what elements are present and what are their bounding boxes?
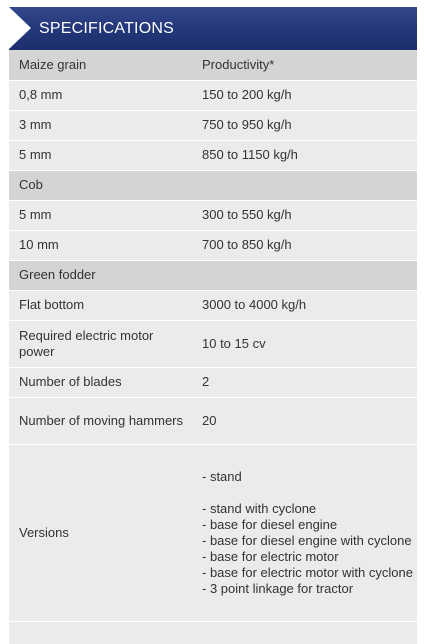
section-value-header: Productivity* [192, 50, 417, 80]
table-section-header [9, 260, 417, 290]
row-label: Flat bottom [9, 290, 192, 320]
section-label: Maize grain [9, 50, 192, 80]
row-label: 3 mm [9, 110, 192, 140]
table-section-header [9, 170, 417, 200]
version-item: - 3 point linkage for tractor [202, 580, 354, 596]
row-label: 0,8 mm [9, 80, 192, 110]
row-value: 20 [192, 397, 417, 444]
version-item: - base for diesel engine [202, 516, 338, 532]
row-value: 300 to 550 kg/h [192, 200, 417, 230]
table-row-versions [9, 444, 417, 621]
section-value-empty [192, 260, 417, 290]
version-item: - stand [202, 468, 242, 484]
row-label: 10 mm [9, 230, 192, 260]
row-value: 10 to 15 cv [192, 320, 417, 367]
header-title: SPECIFICATIONS [39, 19, 174, 37]
table-row [9, 140, 417, 170]
specifications-panel [9, 7, 417, 644]
version-item: - stand with cyclone [202, 500, 317, 516]
table-row [9, 367, 417, 397]
table-row [9, 200, 417, 230]
row-label: Required electric motor power [9, 320, 192, 367]
row-label: Number of blades [9, 367, 192, 397]
section-label: Cob [9, 170, 192, 200]
row-value: 700 to 850 kg/h [192, 230, 417, 260]
table-row [9, 230, 417, 260]
specifications-table [9, 50, 417, 622]
section-label: Green fodder [9, 260, 192, 290]
version-item: - base for diesel engine with cyclone [202, 532, 412, 548]
table-section-header [9, 50, 417, 80]
row-label: Versions [9, 444, 192, 621]
version-spacer [202, 485, 417, 501]
versions-list [192, 444, 417, 621]
table-row [9, 110, 417, 140]
row-value: 3000 to 4000 kg/h [192, 290, 417, 320]
table-row [9, 80, 417, 110]
row-value: 150 to 200 kg/h [192, 80, 417, 110]
row-value: 850 to 1150 kg/h [192, 140, 417, 170]
arrow-icon [9, 7, 31, 49]
table-row [9, 320, 417, 367]
row-value: 2 [192, 367, 417, 397]
row-label: Number of moving hammers [9, 397, 192, 444]
version-item: - base for electric motor [202, 548, 339, 564]
row-label: 5 mm [9, 200, 192, 230]
section-value-empty [192, 170, 417, 200]
row-label: 5 mm [9, 140, 192, 170]
row-value: 750 to 950 kg/h [192, 110, 417, 140]
table-row [9, 397, 417, 444]
specifications-header [9, 7, 417, 50]
table-row [9, 290, 417, 320]
version-item: - base for electric motor with cyclone [202, 564, 413, 580]
